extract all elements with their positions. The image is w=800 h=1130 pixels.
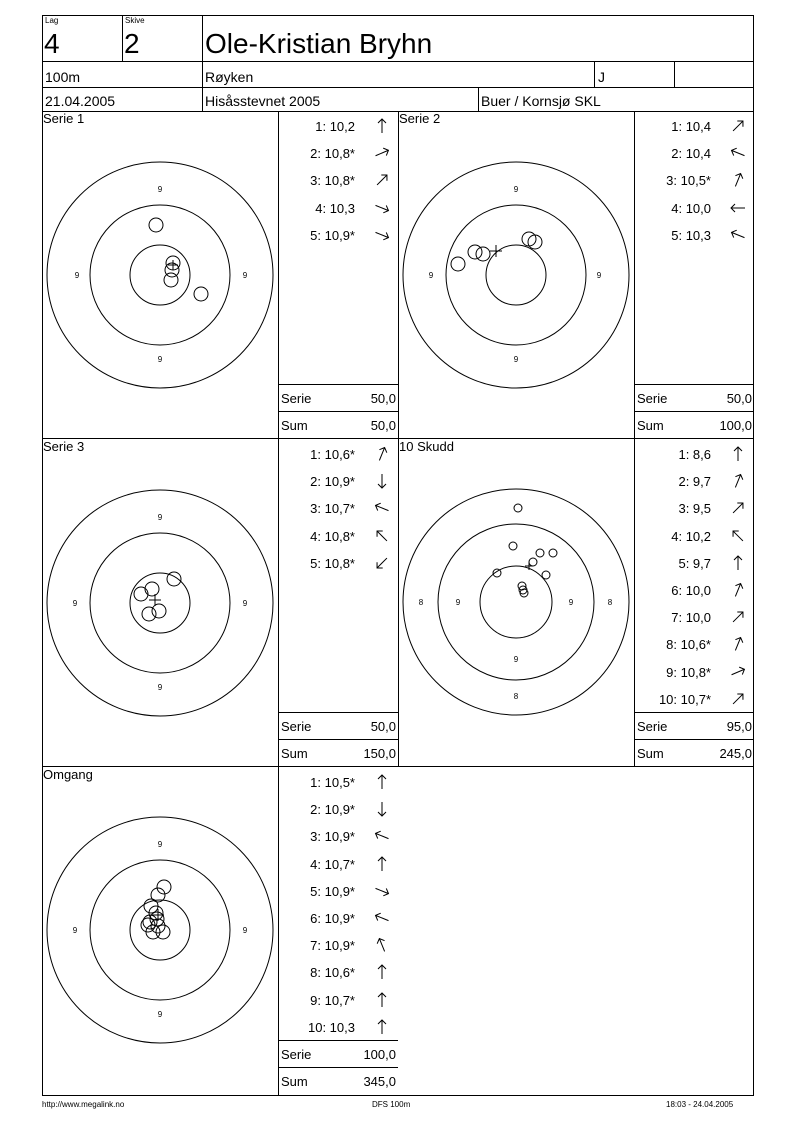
shot-value: 4: 10,2 bbox=[671, 528, 711, 544]
shot-holes bbox=[149, 218, 208, 301]
direction-arrow-icon bbox=[373, 171, 391, 189]
target-serie-2 bbox=[401, 160, 631, 390]
serie-value: 95,0 bbox=[726, 719, 752, 734]
direction-arrow-icon bbox=[729, 144, 747, 162]
divider bbox=[634, 411, 754, 412]
divider bbox=[674, 62, 675, 88]
shot-list-serie-1 bbox=[279, 112, 398, 382]
target-serie-3 bbox=[45, 488, 275, 718]
shot-value: 1: 8,6 bbox=[678, 447, 711, 462]
ring-label: 9 bbox=[568, 598, 574, 607]
ring-label: 9 bbox=[157, 355, 163, 364]
sum-label: Sum bbox=[281, 746, 308, 761]
direction-arrow-icon bbox=[729, 226, 747, 244]
target-omgang bbox=[45, 815, 275, 1045]
shot-value: 6: 10,0 bbox=[671, 583, 711, 598]
ring-label: 9 bbox=[72, 599, 78, 608]
divider bbox=[634, 384, 754, 385]
shot-list-serie-2 bbox=[635, 112, 754, 382]
lag-label: Lag bbox=[45, 16, 59, 25]
shot-list-omgang bbox=[279, 768, 398, 1038]
divider bbox=[278, 411, 398, 412]
shooter-name: Ole-Kristian Bryhn bbox=[205, 28, 433, 59]
divider bbox=[42, 766, 398, 767]
shot-value: 2: 9,7 bbox=[678, 474, 711, 490]
sum-label: Sum bbox=[637, 746, 664, 761]
skive-value: 2 bbox=[124, 28, 140, 59]
ring-label: 9 bbox=[242, 599, 248, 608]
divider bbox=[634, 712, 754, 713]
serie-label: Serie bbox=[281, 719, 312, 734]
shot-value: 2: 10,9* bbox=[310, 802, 355, 818]
direction-arrow-icon bbox=[729, 554, 747, 572]
direction-arrow-icon bbox=[373, 800, 391, 818]
sum-label: Sum bbox=[281, 418, 308, 433]
skive-label: Skive bbox=[125, 16, 145, 25]
ring-label: 8 bbox=[513, 692, 519, 701]
shot-list-serie-3 bbox=[279, 440, 398, 710]
sum-label: Sum bbox=[281, 1074, 308, 1089]
date: 21.04.2005 bbox=[45, 93, 116, 109]
divider bbox=[278, 384, 398, 385]
shot-value: 10: 10,7* bbox=[658, 691, 711, 707]
serie-label: Serie bbox=[637, 719, 668, 734]
footer-timestamp: 18:03 - 24.04.2005 bbox=[666, 1100, 734, 1109]
ring-label: 9 bbox=[157, 185, 163, 194]
ring-label: 9 bbox=[157, 513, 163, 522]
shot-value: 8: 10,6* bbox=[310, 965, 355, 981]
divider bbox=[122, 15, 123, 62]
footer-url[interactable]: http://www.megalink.no bbox=[42, 1100, 125, 1109]
direction-arrow-icon bbox=[729, 635, 747, 653]
shot-value: 4: 10,0 bbox=[671, 200, 711, 216]
divider bbox=[278, 739, 398, 740]
ring-label: 8 bbox=[607, 598, 613, 607]
shot-value: 3: 10,7* bbox=[310, 501, 355, 517]
panel-title: Serie 2 bbox=[399, 111, 441, 126]
direction-arrow-icon bbox=[373, 936, 391, 954]
shot-value: 3: 10,8* bbox=[310, 173, 355, 189]
panel-title: Serie 1 bbox=[43, 111, 85, 126]
shot-value: 4: 10,8* bbox=[310, 528, 355, 544]
shot-value: 3: 9,5 bbox=[678, 501, 711, 517]
direction-arrow-icon bbox=[373, 117, 391, 135]
shot-value: 5: 10,8* bbox=[310, 555, 355, 571]
shot-value: 5: 10,9* bbox=[310, 883, 355, 899]
shot-value: 5: 10,3 bbox=[671, 227, 711, 243]
serie-value: 50,0 bbox=[370, 391, 396, 406]
shot-value: 2: 10,4 bbox=[671, 146, 711, 162]
direction-arrow-icon bbox=[373, 445, 391, 463]
shot-value: 10: 10,3 bbox=[308, 1019, 355, 1035]
panel-title: Omgang bbox=[43, 767, 93, 782]
target-serie-1 bbox=[45, 160, 275, 390]
sum-value: 345,0 bbox=[363, 1074, 396, 1089]
shot-value: 2: 10,9* bbox=[310, 474, 355, 490]
serie-value: 100,0 bbox=[363, 1047, 396, 1062]
divider bbox=[398, 766, 754, 767]
shot-value: 3: 10,5* bbox=[666, 173, 711, 189]
shot-value: 2: 10,8* bbox=[310, 146, 355, 162]
direction-arrow-icon bbox=[729, 527, 747, 545]
divider bbox=[278, 1067, 398, 1068]
direction-arrow-icon bbox=[373, 199, 391, 217]
direction-arrow-icon bbox=[373, 472, 391, 490]
shot-value: 7: 10,9* bbox=[310, 938, 355, 954]
ring-label: 9 bbox=[242, 926, 248, 935]
direction-arrow-icon bbox=[373, 909, 391, 927]
sum-value: 150,0 bbox=[363, 746, 396, 761]
direction-arrow-icon bbox=[729, 663, 747, 681]
shot-holes bbox=[141, 880, 171, 939]
shot-value: 7: 10,0 bbox=[671, 610, 711, 626]
shot-holes bbox=[493, 504, 557, 597]
ring-label: 9 bbox=[513, 185, 519, 194]
shot-value: 5: 10,9* bbox=[310, 227, 355, 243]
direction-arrow-icon bbox=[729, 171, 747, 189]
direction-arrow-icon bbox=[373, 882, 391, 900]
venue: Buer / Kornsjø SKL bbox=[481, 93, 601, 109]
sum-value: 100,0 bbox=[719, 418, 752, 433]
serie-value: 50,0 bbox=[370, 719, 396, 734]
direction-arrow-icon bbox=[373, 527, 391, 545]
direction-arrow-icon bbox=[373, 827, 391, 845]
shot-value: 1: 10,4 bbox=[671, 119, 711, 134]
serie-value: 50,0 bbox=[726, 391, 752, 406]
direction-arrow-icon bbox=[373, 1018, 391, 1036]
target-10-skudd bbox=[401, 487, 631, 717]
direction-arrow-icon bbox=[729, 445, 747, 463]
sum-label: Sum bbox=[637, 418, 664, 433]
shot-list-10-skudd bbox=[635, 440, 754, 710]
ring-label: 9 bbox=[428, 271, 434, 280]
ring-label: 9 bbox=[513, 355, 519, 364]
direction-arrow-icon bbox=[729, 117, 747, 135]
direction-arrow-icon bbox=[373, 991, 391, 1009]
ring-label: 8 bbox=[418, 598, 424, 607]
direction-arrow-icon bbox=[373, 226, 391, 244]
lag-value: 4 bbox=[44, 28, 60, 59]
serie-label: Serie bbox=[281, 391, 312, 406]
club: Røyken bbox=[205, 69, 254, 85]
direction-arrow-icon bbox=[729, 581, 747, 599]
direction-arrow-icon bbox=[729, 499, 747, 517]
panel-title: 10 Skudd bbox=[399, 439, 454, 454]
shot-holes bbox=[451, 232, 542, 271]
ring-label: 9 bbox=[157, 840, 163, 849]
shot-value: 4: 10,3 bbox=[315, 200, 355, 216]
direction-arrow-icon bbox=[373, 963, 391, 981]
direction-arrow-icon bbox=[373, 144, 391, 162]
ring-label: 9 bbox=[242, 271, 248, 280]
footer-center: DFS 100m bbox=[372, 1100, 411, 1109]
shot-value: 9: 10,8* bbox=[666, 664, 711, 680]
divider bbox=[202, 15, 203, 112]
shot-value: 5: 9,7 bbox=[678, 555, 711, 571]
ring-label: 9 bbox=[157, 1010, 163, 1019]
direction-arrow-icon bbox=[729, 608, 747, 626]
divider bbox=[594, 62, 595, 88]
direction-arrow-icon bbox=[729, 472, 747, 490]
event-name: Hisåsstevnet 2005 bbox=[205, 93, 321, 109]
divider bbox=[42, 87, 754, 88]
shot-value: 1: 10,2 bbox=[315, 119, 355, 134]
divider bbox=[278, 1040, 398, 1041]
direction-arrow-icon bbox=[373, 855, 391, 873]
divider bbox=[278, 712, 398, 713]
direction-arrow-icon bbox=[373, 499, 391, 517]
shot-value: 8: 10,6* bbox=[666, 637, 711, 653]
shot-value: 1: 10,6* bbox=[310, 447, 355, 462]
direction-arrow-icon bbox=[373, 773, 391, 791]
distance: 100m bbox=[45, 69, 81, 85]
sum-value: 245,0 bbox=[719, 746, 752, 761]
shot-value: 3: 10,9* bbox=[310, 829, 355, 845]
ring-label: 9 bbox=[455, 598, 461, 607]
shot-value: 9: 10,7* bbox=[310, 992, 355, 1008]
ring-label: 9 bbox=[157, 683, 163, 692]
ring-label: 9 bbox=[513, 655, 519, 664]
panel-title: Serie 3 bbox=[43, 439, 85, 454]
serie-label: Serie bbox=[281, 1047, 312, 1062]
class: J bbox=[598, 69, 605, 85]
divider bbox=[42, 61, 754, 62]
shot-value: 1: 10,5* bbox=[310, 775, 355, 790]
sum-value: 50,0 bbox=[370, 418, 396, 433]
direction-arrow-icon bbox=[373, 554, 391, 572]
shot-value: 6: 10,9* bbox=[310, 911, 355, 926]
direction-arrow-icon bbox=[729, 690, 747, 708]
ring-label: 9 bbox=[596, 271, 602, 280]
serie-label: Serie bbox=[637, 391, 668, 406]
ring-label: 9 bbox=[72, 926, 78, 935]
divider bbox=[634, 739, 754, 740]
direction-arrow-icon bbox=[729, 199, 747, 217]
divider bbox=[478, 88, 479, 112]
shot-value: 4: 10,7* bbox=[310, 856, 355, 872]
ring-label: 9 bbox=[74, 271, 80, 280]
